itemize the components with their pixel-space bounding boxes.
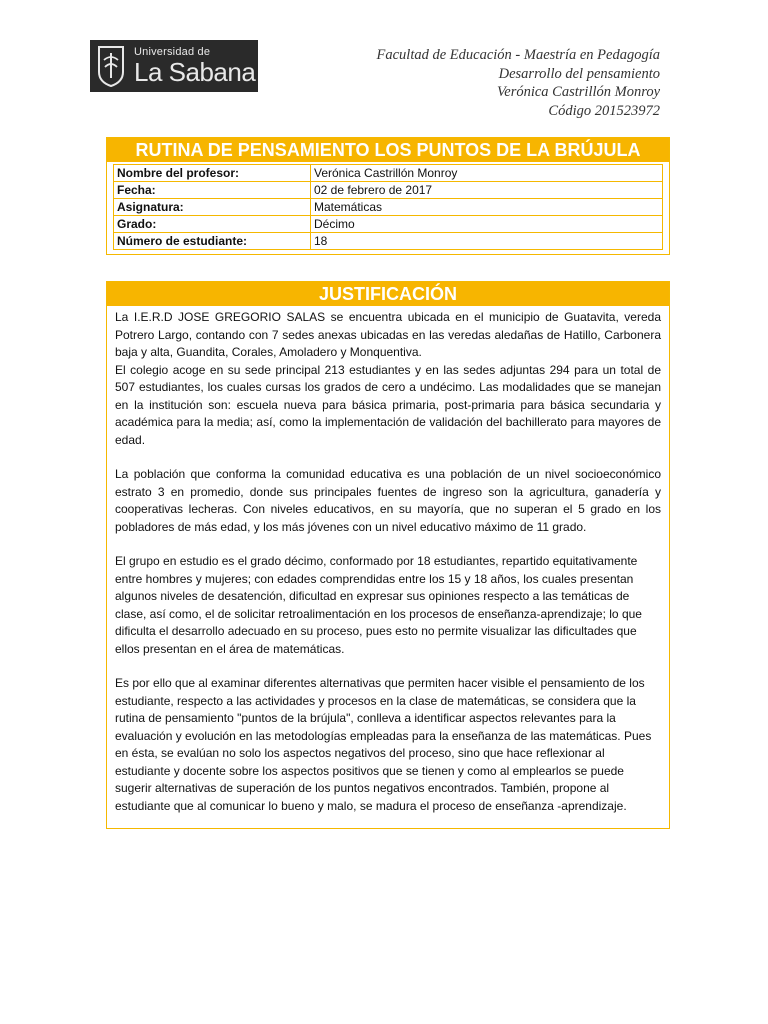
table-row xyxy=(114,199,663,216)
subject-value: Matemáticas xyxy=(311,199,663,216)
header-author: Verónica Castrillón Monroy xyxy=(497,84,660,100)
justification-text xyxy=(115,309,661,815)
student-count-value: 18 xyxy=(311,233,663,250)
document-header xyxy=(377,46,661,120)
routine-title: RUTINA DE PENSAMIENTO LOS PUNTOS DE LA BRÚJULA xyxy=(107,138,669,164)
routine-info-box xyxy=(106,137,670,255)
table-row xyxy=(114,165,663,182)
date-value: 02 de febrero de 2017 xyxy=(311,182,663,199)
logo-text xyxy=(134,47,255,85)
justification-paragraph-5: Es por ello que al examinar diferentes alternativas que permiten hacer visible el pensamiento de los estudiante, respecto a las actividades y procesos en la clase de matemáticas, se considera que la rutina de pensamiento "puntos de la brújula", conlleva a identificar aspectos relevantes para la evaluación y evolución en las metodologías empleadas para la enseñanza de las matemáticas. Pues en ésta, se evalúan no solo los aspectos negativos del proceso, sino que hace reflexionar al estudiante y docente sobre los aspectos positivos que se tienen y como al emplearlos se puede sugerir alternativas de superación de los puntos negativos encontrados. También, propone al estudiante que al comunicar lo bueno y malo, se madura el proceso de enseñanza -aprendizaje. xyxy=(115,676,652,813)
justification-title: JUSTIFICACIÓN xyxy=(107,282,669,306)
header-faculty: Facultad de Educación - Maestría en Pedagogía xyxy=(376,47,660,63)
justification-box xyxy=(106,281,670,829)
date-label: Fecha: xyxy=(114,182,311,199)
header-code: Código 201523972 xyxy=(548,102,660,119)
header-course: Desarrollo del pensamiento xyxy=(498,65,660,82)
university-logo xyxy=(90,40,258,92)
grade-value: Décimo xyxy=(311,216,663,233)
routine-info-table xyxy=(113,164,663,250)
teacher-value: Verónica Castrillón Monroy xyxy=(311,165,663,182)
logo-line-2: La Sabana xyxy=(134,57,256,87)
table-row xyxy=(114,233,663,250)
crest-icon xyxy=(96,44,126,88)
table-row xyxy=(114,216,663,233)
justification-paragraph-4: El grupo en estudio es el grado décimo, conformado por 18 estudiantes, repartido equitativamente entre hombres y mujeres; con edades comprendidas entre los 15 y 18 años, los cuales presentan algunos niveles de desatención, dificultad en expresar sus opiniones respecto a las temáticas de clase, así como, el de solicitar retroalimentación en los procesos de enseñanza-aprendizaje; lo que dificulta el desarrollo adecuado en su proceso, pues esto no permite visualizar las dificultades que ellos presentan en el área de matemáticas. xyxy=(115,554,642,656)
student-count-label: Número de estudiante: xyxy=(114,233,311,250)
justification-paragraph-1: La I.E.R.D JOSE GREGORIO SALAS se encuentra ubicada en el municipio de Guatavita, vereda Potrero Largo, contando con 7 sedes anexas ubicadas en las veredas aledañas de Hatillo, Carbonera baja y alta, Guandita, Corales, Amoladero y Monquentiva. xyxy=(115,310,661,359)
justification-paragraph-2: El colegio acoge en su sede principal 213 estudiantes y en las sedes adjuntas 294 para un total de 507 estudiantes, los cuales cursas los grados de cero a undécimo. Las modalidades que se manejan en la institución son: escuela nueva para básica primaria, post-primaria para básica secundaria y académica para la media; así, como la implementación de validación del bachillerato para mayores de edad. xyxy=(115,362,661,447)
teacher-label: Nombre del profesor: xyxy=(114,165,311,182)
table-row xyxy=(114,182,663,199)
grade-label: Grado: xyxy=(114,216,311,233)
logo-line-1: Universidad de xyxy=(134,46,211,58)
justification-paragraph-3: La población que conforma la comunidad educativa es una población de un nivel socioeconómico estrato 3 en promedio, donde sus principales fuentes de ingreso son la agricultura, ganadería y cooperativas lecheras. Con niveles educativos, en su mayoría, que no superan el 5 grado en los pobladores de más edad, y los más jóvenes con un nivel educativo máximo de 11 grado. xyxy=(115,467,661,534)
subject-label: Asignatura: xyxy=(114,199,311,216)
